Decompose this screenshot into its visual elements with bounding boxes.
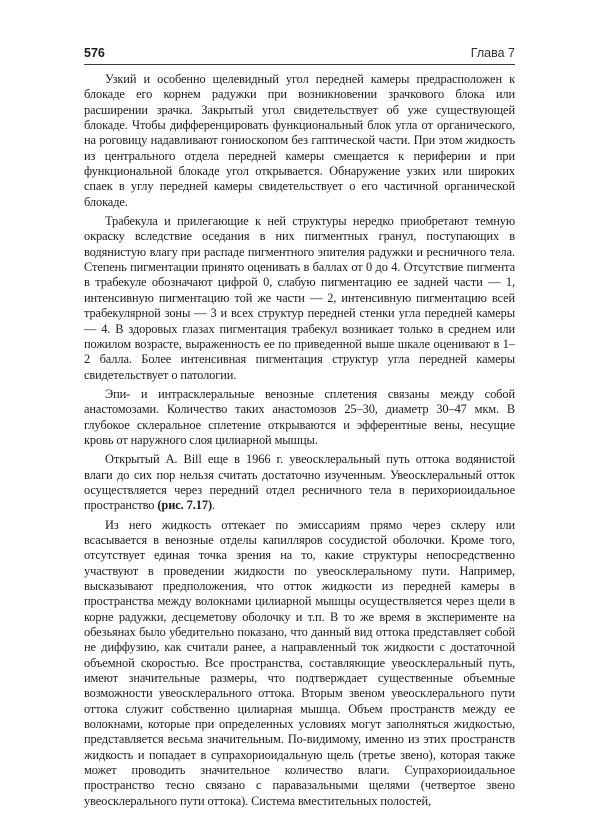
- paragraph-text: Трабекула и прилегающие к ней структуры нередко приобретают темную окраску вследствие оседания в них пигментных гранул, поступающих в водянистую влагу при распаде пигментного эпителия радужки и ресничного тела. Степень пигментации принято оценивать в баллах от 0 до 4. Отсутствие пигмента в трабекуле обозначают цифрой 0, слабую пигментацию ее задней части — 1, интенсивную пигментацию той же части — 2, интенсивную пигментацию всей трабекулярной зоны — 3 и всех структур передней стенки угла передней камеры — 4. В здоровых глазах пигментация трабекул возникает только в среднем или пожилом возрасте, выраженность ее по приведенной выше шкале оценивают в 1–2 балла. Более интенсивная пигментация структур угла передней камеры свидетельствует о патологии.: [84, 214, 515, 382]
- page-body: [84, 72, 515, 813]
- chapter-label: Глава 7: [470, 46, 515, 60]
- page-header: [84, 44, 515, 65]
- paragraph-uveoscleral-pathway: [84, 518, 515, 810]
- paragraph-angle-blockade: [84, 72, 515, 210]
- page-number: 576: [84, 46, 105, 60]
- paragraph-text: Открытый A. Bill еще в 1966 г. увеосклеральный путь оттока водянистой влаги до сих пор нельзя считать достаточно изученным. Увеосклеральный отток осуществляется через передний отдел ресничного тела в перихориоидальное пространство: [84, 452, 515, 513]
- paragraph-tail: .: [211, 498, 215, 513]
- figure-reference: (рис. 7.17): [157, 498, 212, 513]
- paragraph-text: Узкий и особенно щелевидный угол передней камеры предрасположен к блокаде его корнем радужки при возникновении зрачкового блока или расширении зрачка. Закрытый угол свидетельствует об уже существующей блокаде. Чтобы дифференцировать функциональный блок угла от органического, на роговицу надавливают гониоскопом без гаптической части. При этом жидкость из центрального отдела передней камеры смещается к периферии и при функциональной блокаде угол открывается. Обнаружение узких или широких спаек в углу передней камеры свидетельствует о его частичной органической блокаде.: [84, 72, 515, 209]
- paragraph-trabecula-pigmentation: [84, 214, 515, 383]
- paragraph-text: Из него жидкость оттекает по эмиссариям прямо через склеру или всасывается в венозные отделы капилляров сосудистой оболочки. Кроме того, отсутствует единая точка зрения на то, какие структуры непосредственно участвуют в проведении жидкости по увеосклеральному пути. Например, высказывают предположения, что отток жидкости из передней камеры в пространства между волокнами цилиарной мышцы осуществляется через щели в корне радужки, десцеметову оболочку и т.п. В то же время в эксперименте на обезьянах было убедительно показано, что данный вид оттока представляет собой не диффузию, как считали ранее, а направленный ток жидкости с достаточной объемной скоростью. Все пространства, составляющие увеосклеральный путь, имеют значительные размеры, что подтверждает существенные объемные возможности увеосклерального оттока. Вторым звеном увеосклерального пути оттока служит собственно цилиарная мышца. Объем пространств между ее волокнами, которые при определенных условиях могут заполняться жидкостью, представляется весьма значительным. По-видимому, именно из этих пространств жидкость и попадает в супрахориоидальную щель (третье звено), которая также может проводить значительное количество влаги. Супрахориоидальное пространство тесно связано с паравазальными щелями (четвертое звено увеосклерального пути оттока). Система вместительных полостей,: [84, 517, 515, 808]
- paragraph-uveoscleral-outflow: [84, 452, 515, 513]
- paragraph-text: Эпи- и интрасклеральные венозные сплетения связаны между собой анастомозами. Количество таких анастомозов 25–30, диаметр 30–47 мкм. В глубокое склеральное сплетение открываются и эфферентные вены, несущие кровь от наружного слоя цилиарной мышцы.: [84, 386, 515, 447]
- paragraph-venous-plexus: [84, 387, 515, 448]
